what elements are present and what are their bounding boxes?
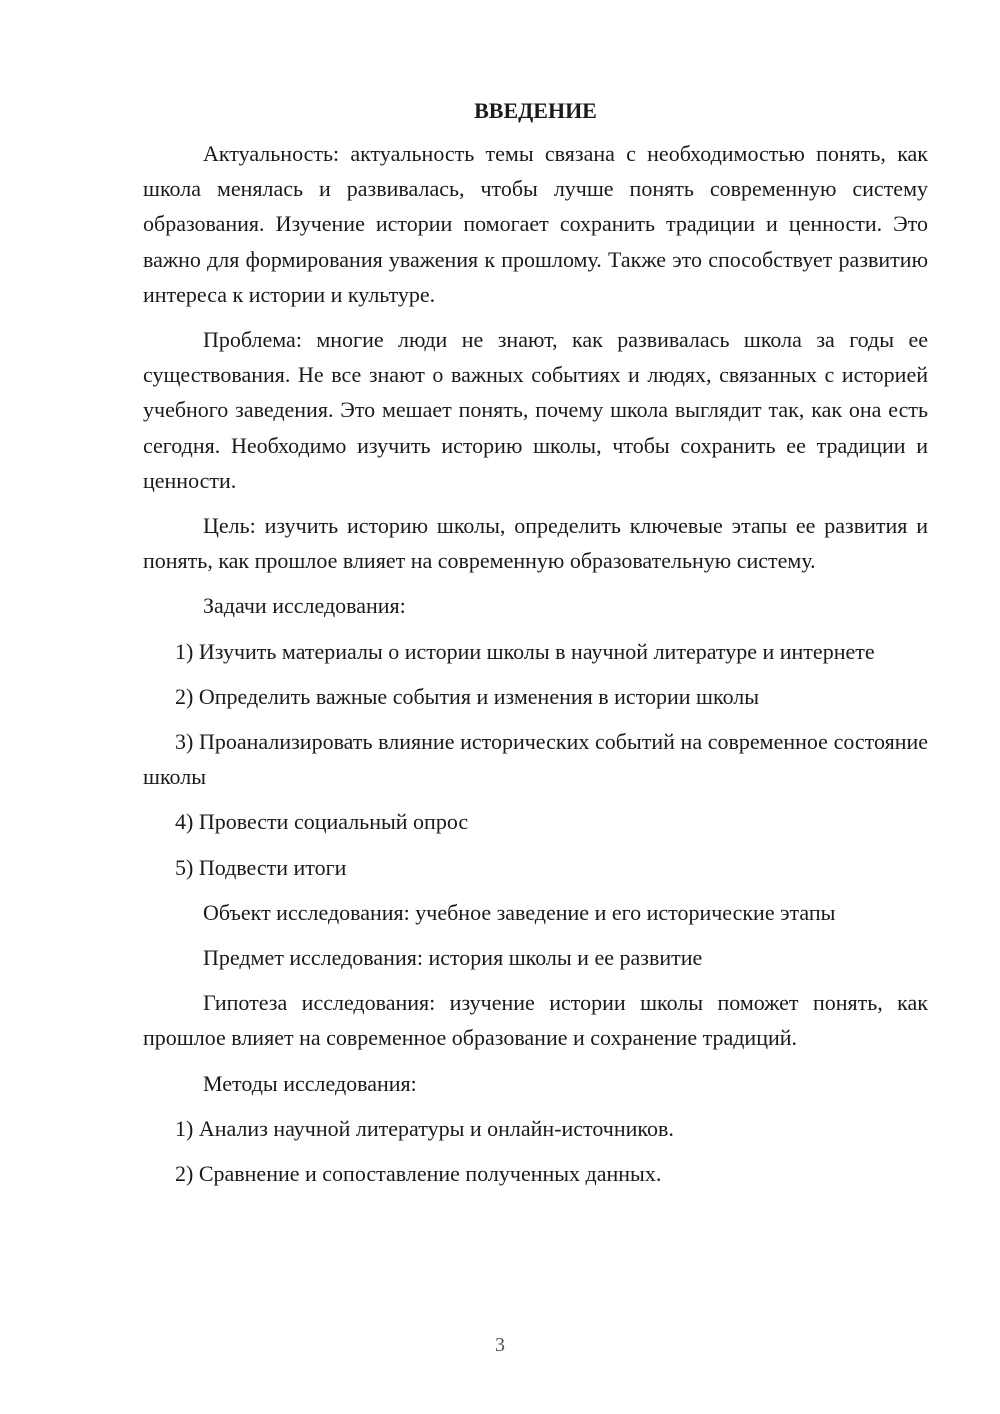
goal-paragraph: Цель: изучить историю школы, определить ключевые этапы ее развития и понять, как прошлое влияет на современную образовательную систему. [143, 513, 928, 574]
section-title: ВВЕДЕНИЕ [474, 98, 597, 123]
method-item: 2) Сравнение и сопоставление полученных данных. [175, 1161, 662, 1187]
tasks-heading: Задачи исследования: [203, 593, 406, 619]
problem-paragraph: Проблема: многие люди не знают, как развивалась школа за годы ее существования. Не все знают о важных событиях и людях, связанных с историей учебного заведения. Это мешает понять, почему школа выглядит так, как она есть сегодня. Необходимо изучить историю школы, чтобы сохранить ее традиции и ценности. [143, 327, 928, 493]
document-page [143, 96, 928, 1201]
task-item: 4) Провести социальный опрос [175, 809, 469, 835]
task-item: 2) Определить важные события и изменения в истории школы [175, 683, 760, 709]
subject-paragraph: Предмет исследования: история школы и ее развитие [203, 945, 703, 971]
task-item: 1) Изучить материалы о истории школы в научной литературе и интернете [175, 638, 875, 664]
object-paragraph: Объект исследования: учебное заведение и его исторические этапы [203, 899, 836, 925]
task-item: 3) Проанализировать влияние исторических событий на современное состояние школы [143, 729, 928, 790]
relevance-paragraph: Актуальность: актуальность темы связана с необходимостью понять, как школа менялась и развивалась, чтобы лучше понять современную систему образования. Изучение истории помогает сохранить традиции и ценности. Это важно для формирования уважения к прошлому. Также это способствует развитию интереса к истории и культуре. [143, 141, 928, 307]
method-item: 1) Анализ научной литературы и онлайн-источников. [175, 1115, 674, 1141]
methods-heading: Методы исследования: [203, 1070, 417, 1096]
task-item: 5) Подвести итоги [175, 854, 347, 880]
hypothesis-paragraph: Гипотеза исследования: изучение истории школы поможет понять, как прошлое влияет на современное образование и сохранение традиций. [143, 990, 928, 1051]
page-number: 3 [495, 1334, 505, 1356]
